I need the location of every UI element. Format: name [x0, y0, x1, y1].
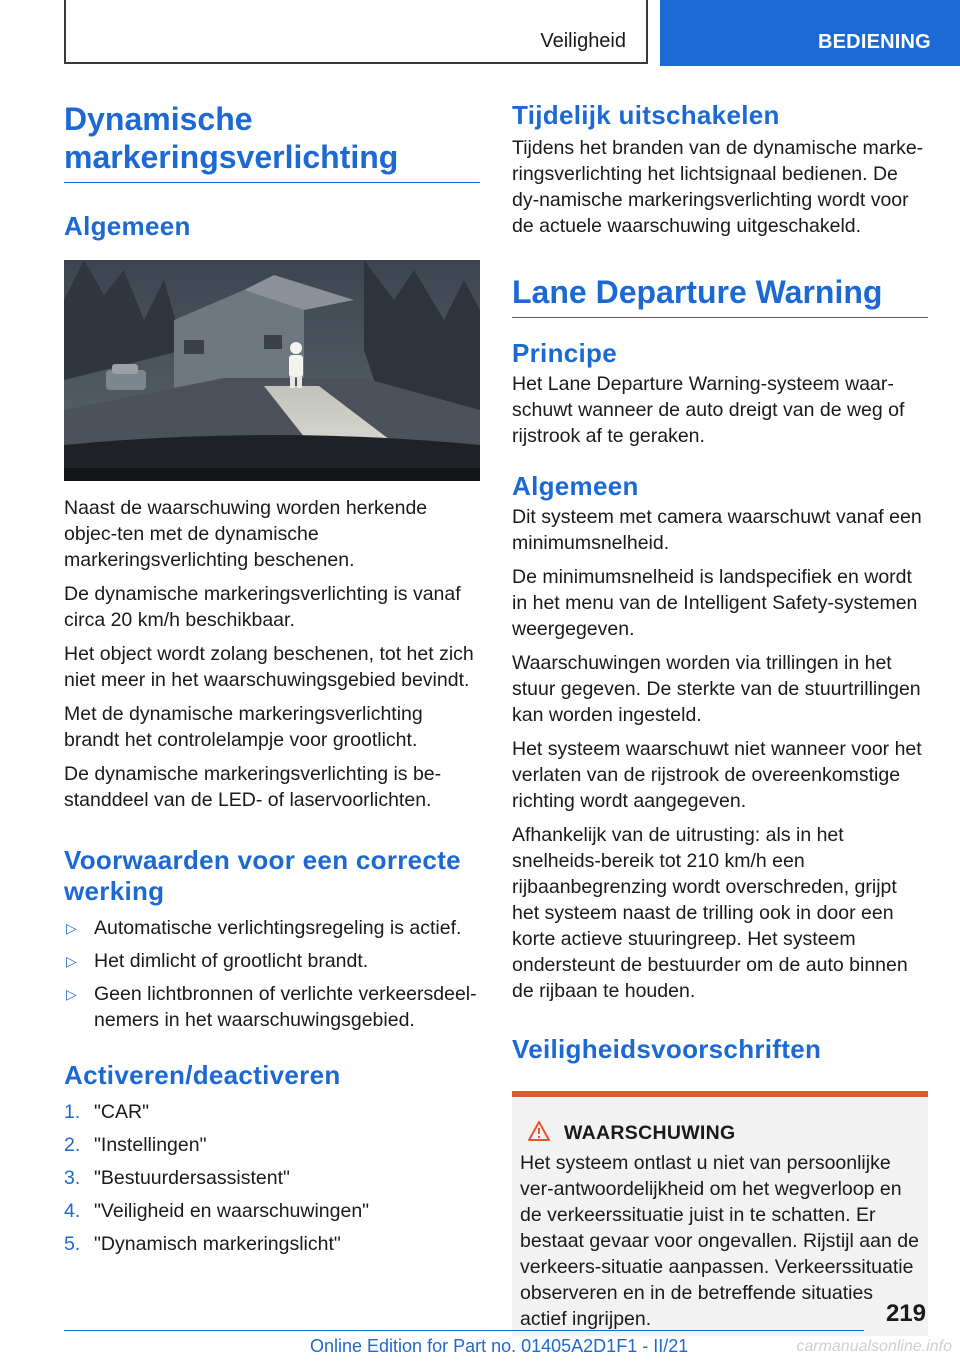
paragraph: Naast de waarschuwing worden herkende objec-ten met de dynamische markeringsverlichting beschenen.	[64, 497, 428, 571]
list-item: ▷ Geen lichtbronnen of verlichte verkeersdeel-nemers in het waarschuwingsgebied.	[66, 983, 477, 1031]
footer-watermark: carmanualsonline.info	[796, 1338, 952, 1355]
paragraph: Met de dynamische markeringsverlichting brandt het controlelampje voor grootlicht.	[64, 703, 423, 751]
heading-safety: Veiligheidsvoorschriften	[512, 1034, 822, 1064]
page-number: 219	[885, 1300, 926, 1327]
footer-edition: Online Edition for Part no. 01405A2D1F1 - II/21	[310, 1336, 689, 1356]
paragraph: De minimumsnelheid is landspecifiek en wordt in het menu van de Intelligent Safety-systemen weergegeven.	[512, 566, 918, 640]
paragraph: Tijdens het branden van de dynamische marke-ringsverlichting het lichtsignaal bedienen. De dy-namische markeringsverlichting wordt voor de actuele waarschuwing uitgeschakeld.	[512, 137, 924, 237]
heading-activate: Activeren/deactiveren	[64, 1060, 341, 1090]
paragraph: Dit systeem met camera waarschuwt vanaf een minimumsnelheid.	[512, 506, 922, 554]
paragraph: De dynamische markeringsverlichting is vanaf circa 20 km/h beschikbaar.	[64, 583, 461, 631]
warning-title: WAARSCHUWING	[564, 1122, 736, 1144]
list-item: 5. "Dynamisch markeringslicht"	[64, 1233, 341, 1255]
triangle-bullet-icon: ▷	[66, 953, 77, 969]
section-title-dynamic-marking-light: Dynamische markeringsverlichting	[64, 100, 480, 183]
paragraph: Het systeem waarschuwt niet wanneer voor het verlaten van de rijstrook de overeenkomstige richting wordt aangegeven.	[512, 738, 922, 812]
list-item: ▷ Automatische verlichtingsregeling is actief.	[66, 917, 462, 939]
warning-triangle-icon	[528, 1121, 550, 1146]
list-item: 4. "Veiligheid en waarschuwingen"	[64, 1200, 370, 1222]
paragraph: Waarschuwingen worden via trillingen in het stuur gegeven. De sterkte van de stuurtrillingen kan worden ingesteld.	[512, 652, 921, 726]
paragraph: Het Lane Departure Warning-systeem waar-schuwt wanneer de auto dreigt van de weg of rijstrook af te geraken.	[512, 373, 905, 447]
header-section-label: Veiligheid	[540, 30, 626, 52]
warning-header	[520, 1121, 920, 1146]
right-column	[512, 100, 928, 1336]
footer-divider	[64, 1330, 864, 1331]
warning-text: Het systeem ontlast u niet van persoonlijke ver-antwoordelijkheid om het wegverloop en de verkeerssituatie juist in te schatten. Er bestaat gevaar voor ongevallen. Rijstijl aan de verkeers-situatie aanpassen. Verkeerssituatie observeren en in de betreffende situaties actief ingrijpen.	[520, 1152, 919, 1330]
list-item: 1. "CAR"	[64, 1101, 150, 1123]
heading-algemeen: Algemeen	[64, 211, 191, 241]
heading-algemeen-ldw: Algemeen	[512, 471, 639, 501]
triangle-bullet-icon: ▷	[66, 986, 77, 1002]
header-frame	[64, 0, 648, 64]
list-item: 3. "Bestuurdersassistent"	[64, 1167, 290, 1189]
heading-temporary-disable: Tijdelijk uitschakelen	[512, 100, 780, 130]
paragraph: De dynamische markeringsverlichting is be-standdeel van de LED- of laservoorlichten.	[64, 763, 442, 811]
section-title-lane-departure-warning: Lane Departure Warning	[512, 273, 928, 318]
left-column	[64, 100, 480, 1264]
heading-conditions: Voorwaarden voor een correcte werking	[64, 845, 461, 906]
warning-box	[512, 1091, 928, 1336]
paragraph: Afhankelijk van de uitrusting: als in het snelheids-bereik tot 210 km/h een rijbaanbegrenzing wordt overschreden, grijpt het systeem naast de trilling ook in door een korte actieve stuuringreep. Het systeem ondersteunt de bestuurder om de auto binnen de rijbaan te houden.	[512, 824, 908, 1002]
list-item: ▷ Het dimlicht of grootlicht brandt.	[66, 950, 369, 972]
conditions-list	[64, 915, 480, 1033]
list-item: 2. "Instellingen"	[64, 1134, 207, 1156]
illustration-night-road-pedestrian	[64, 260, 480, 481]
header-chapter-tab: BEDIENING	[660, 0, 960, 66]
triangle-bullet-icon: ▷	[66, 920, 77, 936]
paragraph: Het object wordt zolang beschenen, tot het zich niet meer in het waarschuwingsgebied bevindt.	[64, 643, 474, 691]
activation-steps	[64, 1099, 480, 1257]
heading-principe: Principe	[512, 338, 617, 368]
